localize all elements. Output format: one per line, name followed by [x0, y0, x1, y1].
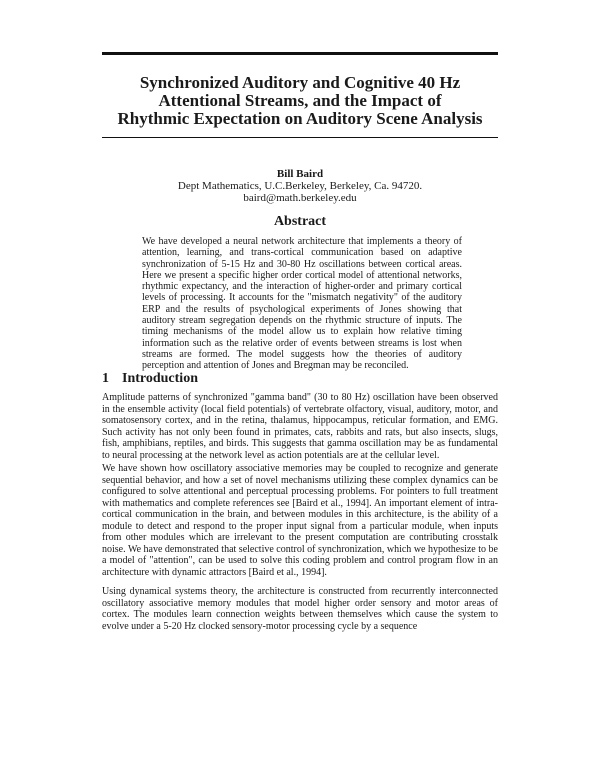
author-email: baird@math.berkeley.edu [243, 192, 357, 204]
author-block [90, 168, 510, 204]
section-number: 1 [102, 371, 109, 386]
abstract-heading: Abstract [273, 214, 327, 229]
section-heading [102, 371, 498, 387]
section-title: Introduction [122, 371, 198, 386]
title-top-rule [102, 52, 498, 55]
abstract-text: We have developed a neural network architecture that implements a theory of attention, learning, and trans-cortical communication based on adaptive synchronization of 5-15 Hz and 30-80 Hz oscillations between cortical areas. Here we present a specific higher order cortical model of attentional networks, rhythmic expectancy, and the interaction of higher-order and primary cortical levels of processing. It accounts for the "mismatch negativity" of the auditory ERP and the results of psychological experiments of Jones showing that auditory stream segregation depends on the rhythmic structure of inputs. The timing mechanisms of the model allow us to explain how relative timing information such as the relative order of events between streams is lost when streams are formed. The model suggests how the theories of auditory perception and attention of Jones and Bregman may be reconciled. [142, 236, 462, 372]
author-affiliation: Dept Mathematics, U.C.Berkeley, Berkeley, Ca. 94720. [177, 180, 423, 192]
paper-title [90, 74, 510, 128]
body-paragraph: Amplitude patterns of synchronized "gamma band" (30 to 80 Hz) oscillation have been observed in the ensemble activity (local field potentials) of vertebrate olfactory, visual, auditory, motor, and somatosensory cortex, and in the retina, thalamus, hippocampus, reticular formation, and EMG. Such activity has not only been found in primates, cats, rabbits and rats, but also insects, slugs, fish, amphibians, reptiles, and birds. This suggests that gamma oscillation may be as fundamental to neural processing at the network level as action potentials are at the cellular level. [102, 392, 498, 461]
author-name: Bill Baird [276, 168, 324, 180]
body-paragraph: Using dynamical systems theory, the architecture is constructed from recurrently interconnected oscillatory associative memory modules that model higher order sensory and motor areas of cortex. The modules learn connection weights between themselves which cause the system to evolve under a 5-20 Hz clocked sensory-motor processing cycle by a sequence [102, 586, 498, 632]
title-bottom-rule [102, 137, 498, 138]
title-line: Attentional Streams, and the Impact of [158, 91, 442, 110]
title-line: Synchronized Auditory and Cognitive 40 Hz [139, 73, 461, 92]
title-line: Rhythmic Expectation on Auditory Scene Analysis [117, 109, 483, 128]
body-paragraph: We have shown how oscillatory associative memories may be coupled to recognize and generate sequential behavior, and how a set of novel mechanisms utilizing these complex dynamics can be configured to solve attentional and perceptual processing problems. For pointers to full treatment with mathematics and complete references see [Baird et al., 1994]. An important element of intra-cortical communication in the brain, and between modules in this architecture, is the ability of a module to detect and respond to the proper input signal from a particular module, when inputs from other modules which are irrelevant to the present computation are contributing crosstalk noise. We have demonstrated that selective control of synchronization, which we hypothesize to be a model of "attention", can be used to solve this coding problem and control program flow in an architecture with dynamic attractors [Baird et al., 1994]. [102, 463, 498, 578]
